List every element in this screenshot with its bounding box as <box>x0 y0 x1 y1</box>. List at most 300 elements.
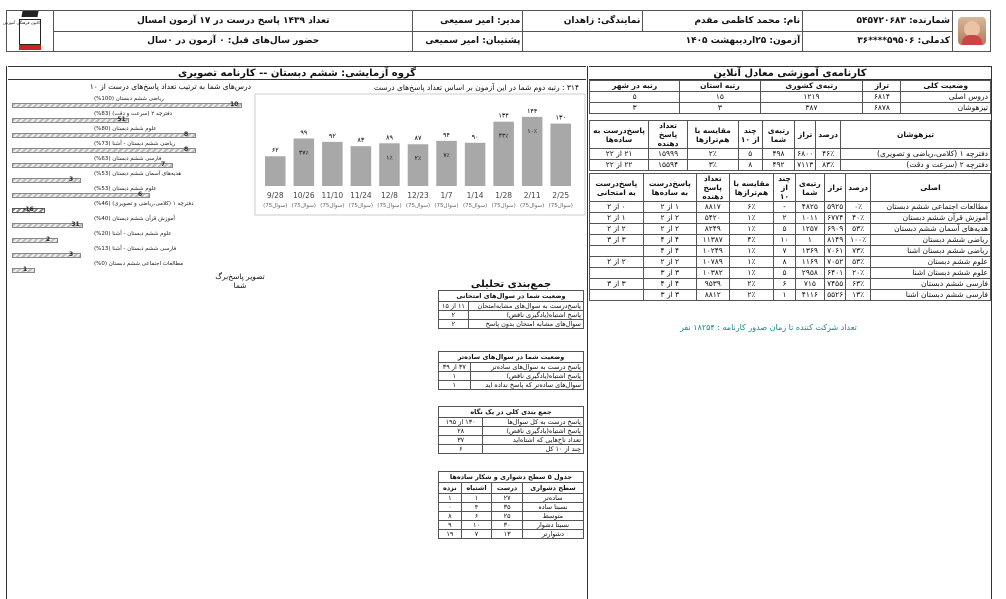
table-cell: ۱۰ <box>461 521 492 530</box>
table-cell: ۱۰۲۴۹ <box>696 246 729 257</box>
asli-header: تعداد پاسخ دهنده <box>696 174 729 202</box>
overall-header: تراز <box>863 81 901 92</box>
table-cell: ۵۴۲۰ <box>696 213 729 224</box>
summary-header: اشتباه <box>461 483 492 494</box>
table-row <box>439 503 584 512</box>
table-row <box>439 302 584 311</box>
table-cell: علوم ششم دبستان <box>871 257 991 268</box>
overall-header: رتبه استان <box>680 81 760 92</box>
table-cell: ۲۹۵۸ <box>795 268 825 279</box>
table-cell: ۱٪ <box>729 268 774 279</box>
vchart-bar <box>550 124 571 186</box>
vchart-date: 11/10 <box>321 191 344 200</box>
summary-header: درست <box>492 483 523 494</box>
table-cell: ۸۳٪ <box>816 160 841 171</box>
vchart-bar <box>351 146 372 186</box>
table-cell: ۸۸۱۷ <box>696 202 729 213</box>
table-cell: ۳ از ۳ <box>643 290 696 301</box>
table-row <box>590 246 991 257</box>
hbar-label: فارسی ششم دبستان (63%) <box>94 156 162 162</box>
summary-t2 <box>438 351 584 390</box>
hbar-label: دفترچه ۱ (کلامی،ریاضی و تصویری) (46%) <box>94 201 194 207</box>
table-cell: ۷۰۵۲ <box>825 257 846 268</box>
table-cell: ۱ <box>439 381 471 390</box>
namayandegi: نمایندگی: زاهدان <box>523 11 643 32</box>
table-cell: ۶۸۱۴ <box>863 92 901 103</box>
table-cell: ۶۸۰۰ <box>795 149 816 160</box>
table-row <box>590 92 991 103</box>
table-cell: ۵ <box>590 92 680 103</box>
table-cell: ۲۷ <box>492 494 523 503</box>
student-photo <box>953 11 991 52</box>
asli-header: رتبه‌ی شما <box>795 174 825 202</box>
table-cell: ۷ <box>461 530 492 539</box>
divider-right <box>991 66 992 599</box>
hbar-label: دفترچه ۲ (سرعت و دقت) (83%) <box>94 111 173 117</box>
vchart-bar-label: ۹۴ <box>443 130 451 139</box>
table-cell: پاسخ‌درست به سوال‌های مشابه‌امتحان <box>468 302 583 311</box>
vchart-sublabel: (75سوال) <box>348 203 374 209</box>
hbar-value: 31 <box>71 221 80 228</box>
vchart-change-label: ۱۰٪ <box>527 127 538 135</box>
table-cell: ۱ از ۲ <box>590 213 644 224</box>
asli-header: مقایسه با هم‌ترازها <box>729 174 774 202</box>
table-cell: ۵ <box>738 149 762 160</box>
hbar-label: علوم ششم دبستان - آشنا (20%) <box>94 231 172 237</box>
right-title: کارنامه‌ی آموزشی معادل آنلاین <box>589 68 991 80</box>
table-cell: سوال‌های ساده‌تر که پاسخ نداده اید <box>470 381 583 390</box>
table-cell: ۳۸۷ <box>760 103 863 114</box>
table-cell: ۲۰٪ <box>846 268 871 279</box>
table-cell: ۱۵۵۹۴ <box>649 160 688 171</box>
hbar-bar <box>12 103 242 108</box>
table-cell: ۷ <box>774 246 795 257</box>
table-cell: متوسط <box>522 512 583 521</box>
vchart-sublabel: (75سوال) <box>491 203 516 209</box>
asli-header: درصد <box>846 174 871 202</box>
table-cell: ۲۲ از ۲۲ <box>590 160 649 171</box>
summary-table-title: جمع بندی کلی در یک نگاه <box>439 407 584 418</box>
table-cell: ۱۲۱۹ <box>760 92 863 103</box>
hbar-bar <box>12 238 58 243</box>
table-cell: ۴۰٪ <box>846 213 871 224</box>
vchart-bar-label: ۱۳۴ <box>498 111 509 120</box>
summary-table-title: وضعیت شما در سوال‌های ساده‌تر <box>439 352 584 363</box>
vchart-bar <box>294 138 315 186</box>
table-cell: ۸ <box>774 257 795 268</box>
table-cell: ۲٪ <box>729 279 774 290</box>
hbar-footer: تصویر پاسخ‌برگ شما <box>215 272 265 290</box>
vchart-date: 11/24 <box>350 191 372 200</box>
hbar-bar <box>12 193 150 198</box>
table-cell: ۲٪ <box>687 149 738 160</box>
table-cell: - <box>774 202 795 213</box>
table-cell: ۲ <box>439 320 469 329</box>
summary-header-row <box>439 483 584 494</box>
vchart-bar-label: ۹۹ <box>300 128 308 137</box>
student-name: نام: محمد کاظمی مقدم <box>643 11 803 32</box>
table-cell: ریاضی ششم دبستان <box>871 235 991 246</box>
vchart-bar <box>493 122 514 186</box>
table-cell: ۱۱۶۹ <box>795 257 825 268</box>
table-cell: هدیه‌های آسمان ششم دبستان <box>871 224 991 235</box>
table-cell: ۱ <box>774 290 795 301</box>
table-cell: ۱۰ <box>774 235 795 246</box>
table-row <box>590 103 991 114</box>
header-table <box>3 10 991 52</box>
table-row <box>590 235 991 246</box>
table-cell: ۱۳۶۹ <box>795 246 825 257</box>
tiz-table <box>589 120 991 171</box>
table-cell: ۱۳ <box>492 530 523 539</box>
hbar-value: 6 <box>138 191 143 198</box>
vchart-bar-label: ۹۲ <box>328 131 336 140</box>
poshtiban: پشتیبان: امیر سمیعی <box>413 31 523 52</box>
table-cell: ۱۰۰٪ <box>846 235 871 246</box>
table-cell: ۸۸۱۲ <box>696 290 729 301</box>
hbar-value: 8 <box>184 131 189 138</box>
hbar-value: 3 <box>69 251 74 258</box>
summary-title-row <box>439 472 584 483</box>
asli-header: تراز <box>825 174 846 202</box>
table-cell: ۴۹۲ <box>762 160 794 171</box>
vchart-sublabel: (75سوال) <box>434 203 459 209</box>
asli-header: اصلی <box>871 174 991 202</box>
table-cell: دفترچه ۲ (سرعت و دقت) <box>841 160 991 171</box>
table-cell: ساده‌تر <box>522 494 583 503</box>
tiz-header: درصد <box>816 121 841 149</box>
vchart-date: 2/11 <box>523 191 541 200</box>
vchart-sublabel: (75سوال) <box>462 203 488 209</box>
table-cell: پاسخ اشتباه(یادگیری ناقص) <box>470 372 583 381</box>
table-cell: ۳۰ <box>492 521 523 530</box>
table-cell: ۵ <box>774 268 795 279</box>
hbar-value: 2 <box>46 236 51 243</box>
hbar-chart <box>8 80 265 290</box>
table-cell: ۳ از ۳ <box>643 268 696 279</box>
table-row <box>590 202 991 213</box>
table-cell: ۷۳٪ <box>846 246 871 257</box>
table-cell: ۶۸۷۸ <box>863 103 901 114</box>
table-cell: ۱٪ <box>729 257 774 268</box>
table-row <box>590 257 991 268</box>
table-row <box>439 381 584 390</box>
table-cell: ۳۷ <box>439 436 483 445</box>
table-cell: ۴۶٪ <box>816 149 841 160</box>
table-row <box>439 512 584 521</box>
table-cell: پاسخ درست به سوال‌های ساده‌تر <box>470 363 583 372</box>
table-cell: ۱۰۳۸۲ <box>696 268 729 279</box>
vchart-change-label: ۲٪ <box>414 155 422 163</box>
vchart-change-label: ۳۷٪ <box>298 149 309 157</box>
table-cell: سوال‌های مشابه امتحان بدون پاسخ <box>468 320 583 329</box>
table-cell: ۱ <box>461 494 492 503</box>
vchart-bar <box>465 143 486 186</box>
table-cell: ۳ <box>590 103 680 114</box>
tiz-header: پاسخ‌درست به ساده‌ها <box>590 121 649 149</box>
table-cell: ۰ <box>439 503 462 512</box>
table-cell: ۶ <box>774 279 795 290</box>
table-row <box>590 279 991 290</box>
table-cell: ۶۷۷۴ <box>825 213 846 224</box>
table-cell: ۳ از ۳ <box>590 235 644 246</box>
code-melli: کدملی: ۵۹۵۰۶****۳۶ <box>803 31 953 52</box>
table-cell: ۱۱ از ۱۵ <box>439 302 469 311</box>
table-cell: ۱٪ <box>729 224 774 235</box>
hbar-value: 1 <box>23 266 28 273</box>
vchart-bar <box>322 142 343 186</box>
vchart-date: 12/23 <box>407 191 429 200</box>
table-row <box>590 160 991 171</box>
table-row <box>439 427 584 436</box>
table-cell: ۲۱ از ۲۲ <box>590 149 649 160</box>
right-section <box>589 66 991 80</box>
table-cell: ۶٪ <box>729 202 774 213</box>
table-cell: چند از ۱۰ کل <box>483 445 584 454</box>
hbar-value: -16 <box>23 206 34 213</box>
table-cell: تیزهوشان <box>901 103 991 114</box>
table-cell: ۱٪ <box>729 246 774 257</box>
asli-header: پاسخ‌درست به ساده‌ها <box>643 174 696 202</box>
tiz-header: چند از ۱۰ <box>738 121 762 149</box>
tedad: تعداد ۱۴۳۹ پاسخ درست در ۱۷ آزمون امسال <box>53 11 413 32</box>
table-cell: ۳٪ <box>687 160 738 171</box>
table-cell: ۴٪ <box>729 235 774 246</box>
table-cell: ۱ از ۲ <box>643 202 696 213</box>
table-cell: ۲ <box>774 213 795 224</box>
table-cell: ۸۲۴۹ <box>696 224 729 235</box>
hbar-label: ریاضی ششم دبستان (100%) <box>94 96 164 102</box>
table-cell: پاسخ اشتباه(یادگیری ناقص) <box>483 427 584 436</box>
vchart-sublabel: (75سوال) <box>520 203 545 209</box>
table-row <box>439 436 584 445</box>
tiz-header: تعداد پاسخ دهنده <box>649 121 688 149</box>
hozoor: حضور سال‌های قبل: ۰ آزمون در ۰سال <box>53 31 413 52</box>
hbar-bar <box>12 163 173 168</box>
table-cell: تعداد ناخ‌هایی که اشتاه‌اید <box>483 436 584 445</box>
table-row <box>439 494 584 503</box>
summary-t3 <box>438 406 584 454</box>
table-cell: ۴ از ۴ <box>643 235 696 246</box>
summary-title-row <box>439 352 584 363</box>
table-cell: ۱۵ <box>680 92 760 103</box>
table-row <box>590 224 991 235</box>
table-cell: ۲ از ۲ <box>643 257 696 268</box>
hbar-value: 10 <box>230 101 239 108</box>
vchart-sublabel: (75سوال) <box>291 203 316 209</box>
hbar-label: علوم ششم دبستان (53%) <box>94 186 157 192</box>
table-cell: ۱۳٪ <box>846 290 871 301</box>
tiz-header: رتبه‌ی شما <box>762 121 794 149</box>
table-row <box>439 418 584 427</box>
table-cell: دشوارتر <box>522 530 583 539</box>
table-cell: ۷۱۱۳ <box>795 160 816 171</box>
table-row <box>439 363 584 372</box>
hbar-bar <box>12 148 196 153</box>
vchart-bar <box>408 144 429 186</box>
table-cell: ۹ <box>439 521 462 530</box>
table-cell: ۵۹۲۵ <box>825 202 846 213</box>
table-cell: ۲۵ <box>492 512 523 521</box>
asli-header: پاسخ‌درست به امتحانی <box>590 174 644 202</box>
table-row <box>590 290 991 301</box>
vchart-date: 2/25 <box>552 191 570 200</box>
table-cell: ۵ <box>774 224 795 235</box>
table-cell: ۱۱۳۸۷ <box>696 235 729 246</box>
summary-t4 <box>438 471 584 539</box>
vchart-bar-label: ۸۷ <box>414 134 422 143</box>
table-cell: نسبتا ساده <box>522 503 583 512</box>
vchart-sublabel: (75سوال) <box>548 203 573 209</box>
table-row <box>439 521 584 530</box>
hbar-label: فارسی ششم دبستان - آشنا (13%) <box>94 246 177 252</box>
table-cell: پاسخ درست به کل سوال‌ها <box>483 418 584 427</box>
table-cell: دروس اصلی <box>901 92 991 103</box>
modir: مدیر: امیر سمیعی <box>413 11 523 32</box>
table-cell: ۱ <box>795 235 825 246</box>
hbar-bar <box>12 133 196 138</box>
summary-table-title: جدول ۵ سطح دشواری و شکار ساده‌ها <box>439 472 584 483</box>
summary-title-row <box>439 407 584 418</box>
vchart-sublabel: (75سوال) <box>377 203 402 209</box>
hbar-bar <box>12 118 129 123</box>
azmoon-date: آزمون: ۲۵اردیبهشت ۱۴۰۵ <box>523 31 803 52</box>
hbar-value: 7 <box>161 161 166 168</box>
vchart-change-label: ۴۳٪ <box>498 132 509 140</box>
table-cell: ۱ <box>439 494 462 503</box>
table-cell: ۱۵۹۹۹ <box>649 149 688 160</box>
vchart-bar <box>436 141 457 186</box>
logo: کانون فرهنگی آموزش <box>7 11 54 52</box>
vchart-date: 1/14 <box>466 191 484 200</box>
table-cell: ۲ از ۲ <box>643 224 696 235</box>
table-cell: ۸ <box>738 160 762 171</box>
table-cell: ۷۱۵ <box>795 279 825 290</box>
asli-table <box>589 173 991 301</box>
table-cell: ۵۳٪ <box>846 224 871 235</box>
asli-header: چند از ۱۰ <box>774 174 795 202</box>
vchart-bar <box>265 156 286 186</box>
vchart-sublabel: (75سوال) <box>263 203 288 209</box>
vchart-bar-label: ۱۴۴ <box>526 106 538 115</box>
vertical-chart <box>255 80 585 215</box>
hbar-value: 8 <box>184 146 189 153</box>
table-cell <box>590 290 644 301</box>
table-cell: ۱۹ <box>439 530 462 539</box>
hbar-label: هدیه‌های آسمان ششم دبستان (53%) <box>94 171 182 177</box>
table-cell: مطالعات اجتماعی ششم دبستان <box>871 202 991 213</box>
summary-title: جمع‌بندی تحلیلی <box>438 279 584 291</box>
table-cell: ۴ از ۴ <box>643 279 696 290</box>
table-row <box>590 268 991 279</box>
vchart-change-label: ۷٪ <box>443 151 450 159</box>
hbar-value: 3 <box>69 176 74 183</box>
vchart-svg <box>255 80 585 215</box>
vchart-bar-label: ۶۲ <box>271 146 279 155</box>
table-cell: ۲ از ۲ <box>590 224 644 235</box>
shomarande: شمارنده: ۵۴۵۷۲۰۶۸۳ <box>803 11 953 32</box>
divider <box>587 66 588 599</box>
divider-left <box>6 66 7 599</box>
table-cell: ۶۴۰۱ <box>825 268 846 279</box>
overall-header: رتبه‌ی کشوری <box>760 81 863 92</box>
vchart-bar-label: ۸۳ <box>357 136 365 145</box>
table-cell: ۳ <box>680 103 760 114</box>
table-cell: ۶ <box>461 512 492 521</box>
vchart-caption: ۳۱۴ : رتبه دوم شما در این آزمون بر اساس تعداد پاسخ‌های درست <box>374 83 579 92</box>
table-cell: ۵۳٪ <box>846 257 871 268</box>
table-cell: ۱٪ <box>729 213 774 224</box>
hbar-label: آموزش قرآن ششم دبستان (40%) <box>94 216 175 222</box>
table-cell <box>590 246 644 257</box>
tiz-header: مقایسه با هم‌ترازها <box>687 121 738 149</box>
summary-t1 <box>438 290 584 329</box>
table-cell: ۷۰۶۱ <box>825 246 846 257</box>
table-cell: دفترچه ۱ (کلامی،ریاضی و تصویری) <box>841 149 991 160</box>
tiz-header: تیزهوشان <box>841 121 991 149</box>
table-row <box>590 213 991 224</box>
table-cell: ۲ از ۲ <box>590 257 644 268</box>
table-cell: نسبتا دشوار <box>522 521 583 530</box>
vchart-bar-label: ۹۰ <box>471 132 479 141</box>
vchart-date: 1/7 <box>440 191 453 200</box>
table-cell: ۵۵۲۶ <box>825 290 846 301</box>
table-cell: ۸۱۴۹ <box>825 235 846 246</box>
summary-table-title: وضعیت شما در سوال‌های امتحانی <box>439 291 584 302</box>
table-cell: ۱۰۷۸۹ <box>696 257 729 268</box>
table-cell: ۴۹۸ <box>762 149 794 160</box>
table-cell: ۴۸۲۵ <box>795 202 825 213</box>
hbar-label: علوم ششم دبستان (80%) <box>94 126 157 132</box>
table-cell: ۱ <box>439 372 471 381</box>
left-section <box>8 66 586 80</box>
table-cell: ۳ از ۳ <box>590 279 644 290</box>
vchart-bar <box>379 143 400 186</box>
table-cell: ۲۸ <box>439 427 483 436</box>
table-row <box>439 320 584 329</box>
table-cell: ۴ <box>461 503 492 512</box>
table-row <box>439 372 584 381</box>
vchart-date: 10/26 <box>293 191 315 200</box>
vchart-bar-label: ۸۹ <box>385 133 393 142</box>
vchart-date: 1/28 <box>495 191 513 200</box>
overall-header: وضعیت کلی <box>901 81 991 92</box>
summary-header: سطح دشواری <box>522 483 583 494</box>
table-cell: ۳۵ <box>492 503 523 512</box>
table-cell: فارسی ششم دبستان اشنا <box>871 290 991 301</box>
table-cell: ۸ <box>439 512 462 521</box>
table-cell: ۱۳۰ از ۱۹۵ <box>439 418 483 427</box>
hbar-label: ریاضی ششم دبستان - آشنا (73%) <box>94 141 176 147</box>
hbar-title: درس‌های شما به ترتیب تعداد پاسخ‌های درست از ۱۰ <box>89 82 251 91</box>
table-cell: پاسخ اشتباه(یادگیری ناقص) <box>468 311 583 320</box>
table-cell: ۶ <box>439 445 483 454</box>
table-row <box>439 311 584 320</box>
overall-header: رتبه در شهر <box>590 81 680 92</box>
hbar-value: 51 <box>117 116 126 123</box>
table-cell: علوم ششم دبستان اشنا <box>871 268 991 279</box>
vchart-sublabel: (75سوال) <box>320 203 345 209</box>
summary-title-row <box>439 291 584 302</box>
table-cell: ۱۲۵۷ <box>795 224 825 235</box>
table-cell: ۴۱۱۶ <box>795 290 825 301</box>
table-row <box>439 445 584 454</box>
table-cell: ۷۴۵۵ <box>825 279 846 290</box>
participants-text: تعداد شرکت کننده تا زمان صدور کارنامه : ۱۸۲۵۴ نفر <box>680 323 857 332</box>
table-cell: ۴ از ۴ <box>643 246 696 257</box>
vchart-bar-label: ۱۳۰ <box>555 113 566 122</box>
table-cell: آموزش قرآن ششم دبستان <box>871 213 991 224</box>
